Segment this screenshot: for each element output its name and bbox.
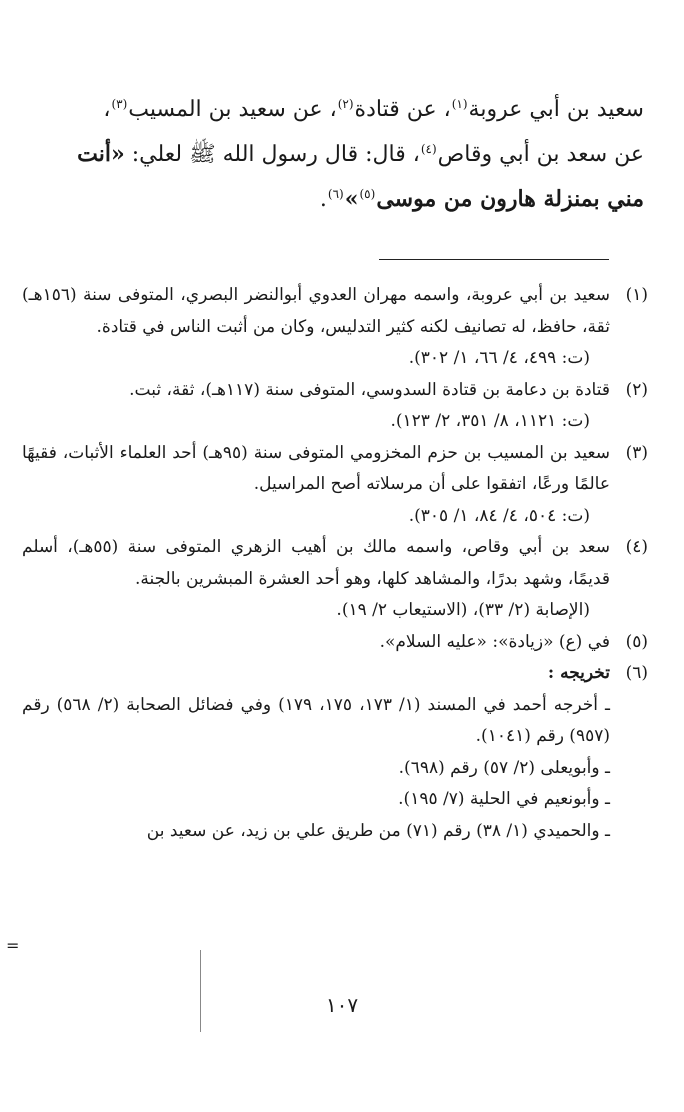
main-text-segment: ، عن سعيد بن المسيب [128, 97, 337, 122]
main-text-segment: . [319, 187, 327, 212]
footnote-5 [22, 627, 648, 659]
footnote-1 [22, 280, 648, 375]
footnote-number: (٤) [625, 537, 648, 557]
main-text-segment: عن سعد بن أبي وقاص [437, 142, 644, 167]
hadith-text-bold: مني بمنزلة هارون من موسى [376, 186, 644, 212]
main-text-line-3 [18, 177, 644, 222]
footnote-reference: (الإصابة (٢/ ٣٣)، (الاستيعاب ٢/ ١٩). [336, 600, 590, 620]
footnote-text: سعيد بن المسيب بن حزم المخزومي المتوفى سنة (٩٥هـ) أحد العلماء الأثبات، فقيهًا عالمًا ورعًا، اتفقوا على أن مرسلاته أصح المراسيل. [22, 442, 610, 494]
footnote-2 [22, 375, 648, 438]
footnote-text: قتادة بن دعامة بن قتادة السدوسي، المتوفى سنة (١١٧هـ)، ثقة، ثبت. [129, 379, 610, 400]
footnote-marker[interactable]: (٣) [111, 96, 128, 111]
main-text-line-1 [18, 88, 644, 132]
footnote-number: (٢) [625, 379, 648, 400]
takhrij-item: ـ وأبونعيم في الحلية (٧/ ١٩٥). [398, 789, 610, 809]
footnote-marker[interactable]: (٤) [420, 141, 437, 156]
footnote-reference: (ت: ٥٠٤، ٤/ ٨٤، ١/ ٣٠٥). [408, 505, 590, 526]
continuation-mark: = [6, 936, 20, 955]
footnote-heading: تخريجه : [547, 663, 610, 683]
main-text-segment: سعيد بن أبي عروبة [468, 97, 644, 122]
footnote-marker[interactable]: (٦) [327, 186, 344, 201]
footnote-reference: (ت: ٤٩٩، ٤/ ٦٦، ١/ ٣٠٢). [408, 348, 590, 368]
footnote-reference: (ت: ١١٢١، ٨/ ٣٥١، ٢/ ١٢٣). [390, 411, 590, 431]
footnote-marker[interactable]: (٢) [337, 96, 354, 111]
footnote-number: (١) [625, 285, 648, 305]
main-text-segment: ، قال: قال رسول الله ﷺ لعلي: [124, 142, 420, 167]
takhrij-item: ـ أخرجه أحمد في المسند (١/ ١٧٣، ١٧٥، ١٧٩) وفي فضائل الصحابة (٢/ ٥٦٨) رقم (٩٥٧) رقم (١٠٤١). [22, 694, 611, 746]
main-text-line-2 [18, 132, 644, 177]
hadith-text-bold: «أنت [77, 141, 125, 167]
page-number: ١٠٧ [325, 993, 359, 1017]
footnote-number: (٦) [625, 663, 648, 683]
main-text-segment: ، [103, 97, 111, 122]
footnote-separator [379, 259, 609, 260]
footnote-number: (٥) [625, 631, 648, 652]
footnote-text: في (ع) «زيادة»: «عليه السلام». [379, 631, 610, 652]
footnote-3 [22, 438, 648, 533]
takhrij-item: ـ وأبويعلى (٢/ ٥٧) رقم (٦٩٨). [398, 757, 610, 778]
footnote-text: سعد بن أبي وقاص، واسمه مالك بن أهيب الزهري المتوفى سنة (٥٥هـ)، أسلم قديمًا، وشهد بدرًا، والمشاهد كلها، وهو أحد العشرة المبشرين بالجنة. [22, 537, 610, 589]
main-text [18, 88, 644, 222]
footnote-number: (٣) [625, 442, 648, 463]
quote-close: » [344, 186, 359, 212]
footnote-marker[interactable]: (٥) [359, 186, 376, 201]
main-text-segment: ، عن قتادة [354, 97, 451, 122]
footnote-text: سعيد بن أبي عروبة، واسمه مهران العدوي أبوالنضر البصري، المتوفى سنة (١٥٦هـ) ثقة، حافظ، له تصانيف لكنه كثير التدليس، وكان من أثبت الناس في قتادة. [22, 285, 610, 337]
footnote-marker[interactable]: (١) [451, 96, 468, 111]
footnotes [22, 280, 648, 847]
footnote-4 [22, 532, 648, 627]
takhrij-item: ـ والحميدي (١/ ٣٨) رقم (٧١) من طريق علي بن زيد، عن سعيد بن [146, 820, 610, 841]
footnote-6 [22, 658, 648, 847]
